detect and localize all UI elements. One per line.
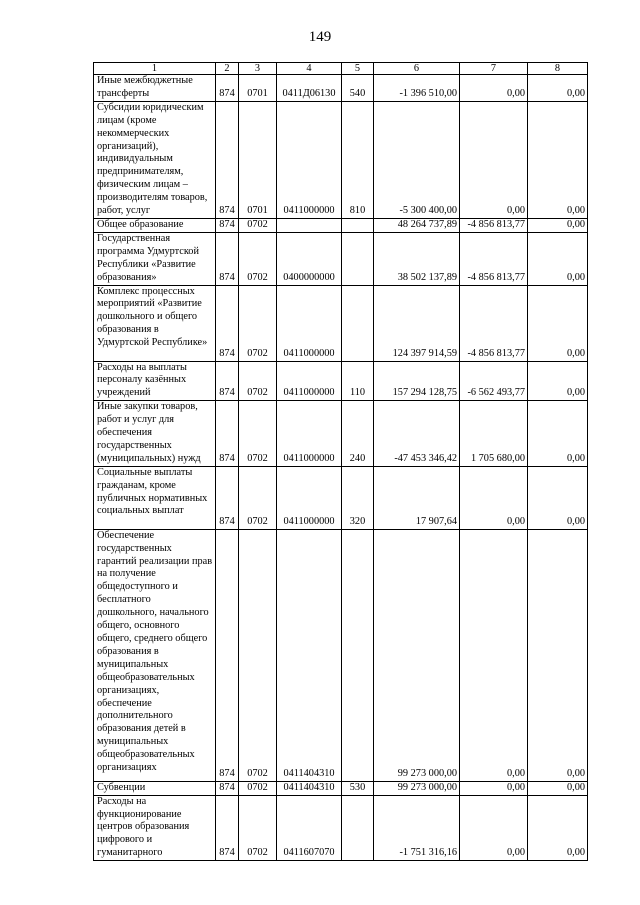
row-col8-cell: 0,00: [528, 218, 588, 232]
row-col8-cell: 0,00: [528, 781, 588, 795]
row-col7-cell: 1 705 680,00: [460, 401, 528, 467]
table-row: [94, 75, 588, 102]
row-col8-cell: 0,00: [528, 101, 588, 218]
header-cell-8: 8: [528, 63, 588, 75]
row-ved-cell: 874: [216, 529, 239, 781]
row-name-cell: Комплекс процессных мероприятий «Развитие дошкольного и общего образования в Удмуртской Республике»: [94, 285, 216, 361]
header-cell-6: 6: [374, 63, 460, 75]
row-vr-cell: 810: [342, 101, 374, 218]
row-vr-cell: 540: [342, 75, 374, 102]
row-col8-cell: 0,00: [528, 466, 588, 529]
row-csr-cell: 0411000000: [277, 361, 342, 401]
row-name-cell: Расходы на выплаты персоналу казённых учреждений: [94, 361, 216, 401]
table-row: [94, 285, 588, 361]
row-ved-cell: 874: [216, 232, 239, 285]
row-sum-cell: -1 751 316,16: [374, 795, 460, 861]
row-sum-cell: -5 300 400,00: [374, 101, 460, 218]
row-sum-cell: -47 453 346,42: [374, 401, 460, 467]
row-ved-cell: 874: [216, 218, 239, 232]
row-col7-cell: 0,00: [460, 101, 528, 218]
row-vr-cell: [342, 285, 374, 361]
row-csr-cell: 0411404310: [277, 529, 342, 781]
row-rzpr-cell: 0702: [239, 232, 277, 285]
row-col8-cell: 0,00: [528, 361, 588, 401]
row-name-cell: Иные межбюджетные трансферты: [94, 75, 216, 102]
header-cell-1: 1: [94, 63, 216, 75]
header-row: [94, 63, 588, 75]
row-col7-cell: 0,00: [460, 795, 528, 861]
row-ved-cell: 874: [216, 75, 239, 102]
row-col8-cell: 0,00: [528, 232, 588, 285]
row-col8-cell: 0,00: [528, 285, 588, 361]
row-vr-cell: 530: [342, 781, 374, 795]
row-name-cell: Общее образование: [94, 218, 216, 232]
table-row: [94, 401, 588, 467]
row-rzpr-cell: 0702: [239, 401, 277, 467]
row-csr-cell: 0411000000: [277, 466, 342, 529]
row-rzpr-cell: 0702: [239, 466, 277, 529]
row-name-cell: Государственная программа Удмуртской Республики «Развитие образования»: [94, 232, 216, 285]
row-name-cell: Обеспечение государственных гарантий реализации прав на получение общедоступного и бесплатного дошкольного, начального общего, основного общего, среднего общего образования в муниципальных общеобразовательных организациях, обеспечение дополнительного образования детей в муниципальных общеобразовательных организациях: [94, 529, 216, 781]
row-name-cell: Социальные выплаты гражданам, кроме публичных нормативных социальных выплат: [94, 466, 216, 529]
row-ved-cell: 874: [216, 401, 239, 467]
row-col7-cell: -4 856 813,77: [460, 285, 528, 361]
row-col8-cell: 0,00: [528, 529, 588, 781]
row-rzpr-cell: 0702: [239, 781, 277, 795]
row-sum-cell: 157 294 128,75: [374, 361, 460, 401]
table-row: [94, 781, 588, 795]
row-col7-cell: 0,00: [460, 529, 528, 781]
table-body: [94, 63, 588, 861]
row-vr-cell: [342, 218, 374, 232]
row-rzpr-cell: 0702: [239, 218, 277, 232]
row-vr-cell: [342, 529, 374, 781]
row-sum-cell: 124 397 914,59: [374, 285, 460, 361]
row-rzpr-cell: 0701: [239, 101, 277, 218]
header-cell-5: 5: [342, 63, 374, 75]
row-csr-cell: 0411000000: [277, 101, 342, 218]
row-sum-cell: -1 396 510,00: [374, 75, 460, 102]
row-rzpr-cell: 0702: [239, 361, 277, 401]
row-col8-cell: 0,00: [528, 795, 588, 861]
row-csr-cell: 0400000000: [277, 232, 342, 285]
header-cell-2: 2: [216, 63, 239, 75]
row-name-cell: Субсидии юридическим лицам (кроме некоммерческих организаций), индивидуальным предпринимателям, физическим лицам – производителям товаров, работ, услуг: [94, 101, 216, 218]
row-csr-cell: 0411Д06130: [277, 75, 342, 102]
table-row: [94, 361, 588, 401]
row-sum-cell: 99 273 000,00: [374, 529, 460, 781]
budget-table: [93, 62, 588, 861]
table-row: [94, 529, 588, 781]
table-row: [94, 101, 588, 218]
row-vr-cell: 110: [342, 361, 374, 401]
row-ved-cell: 874: [216, 781, 239, 795]
row-vr-cell: 320: [342, 466, 374, 529]
row-rzpr-cell: 0702: [239, 529, 277, 781]
row-rzpr-cell: 0702: [239, 795, 277, 861]
row-ved-cell: 874: [216, 285, 239, 361]
row-col7-cell: 0,00: [460, 75, 528, 102]
row-ved-cell: 874: [216, 361, 239, 401]
table-row: [94, 466, 588, 529]
row-ved-cell: 874: [216, 101, 239, 218]
row-sum-cell: 17 907,64: [374, 466, 460, 529]
row-csr-cell: [277, 218, 342, 232]
row-col7-cell: 0,00: [460, 781, 528, 795]
row-col8-cell: 0,00: [528, 401, 588, 467]
row-col7-cell: 0,00: [460, 466, 528, 529]
row-sum-cell: 99 273 000,00: [374, 781, 460, 795]
table-row: [94, 218, 588, 232]
row-csr-cell: 0411000000: [277, 285, 342, 361]
row-ved-cell: 874: [216, 466, 239, 529]
row-col7-cell: -6 562 493,77: [460, 361, 528, 401]
page-number: 149: [308, 29, 332, 45]
row-vr-cell: 240: [342, 401, 374, 467]
table-row: [94, 232, 588, 285]
row-csr-cell: 0411000000: [277, 401, 342, 467]
row-sum-cell: 48 264 737,89: [374, 218, 460, 232]
row-col8-cell: 0,00: [528, 75, 588, 102]
row-csr-cell: 0411404310: [277, 781, 342, 795]
row-rzpr-cell: 0701: [239, 75, 277, 102]
row-vr-cell: [342, 232, 374, 285]
row-rzpr-cell: 0702: [239, 285, 277, 361]
table-row: [94, 795, 588, 861]
row-name-cell: Иные закупки товаров, работ и услуг для обеспечения государственных (муниципальных) нужд: [94, 401, 216, 467]
row-csr-cell: 0411607070: [277, 795, 342, 861]
header-cell-7: 7: [460, 63, 528, 75]
header-cell-4: 4: [277, 63, 342, 75]
row-ved-cell: 874: [216, 795, 239, 861]
header-cell-3: 3: [239, 63, 277, 75]
row-col7-cell: -4 856 813,77: [460, 232, 528, 285]
row-name-cell: Субвенции: [94, 781, 216, 795]
row-name-cell: Расходы на функционирование центров образования цифрового и гуманитарного: [94, 795, 216, 861]
row-vr-cell: [342, 795, 374, 861]
row-col7-cell: -4 856 813,77: [460, 218, 528, 232]
row-sum-cell: 38 502 137,89: [374, 232, 460, 285]
